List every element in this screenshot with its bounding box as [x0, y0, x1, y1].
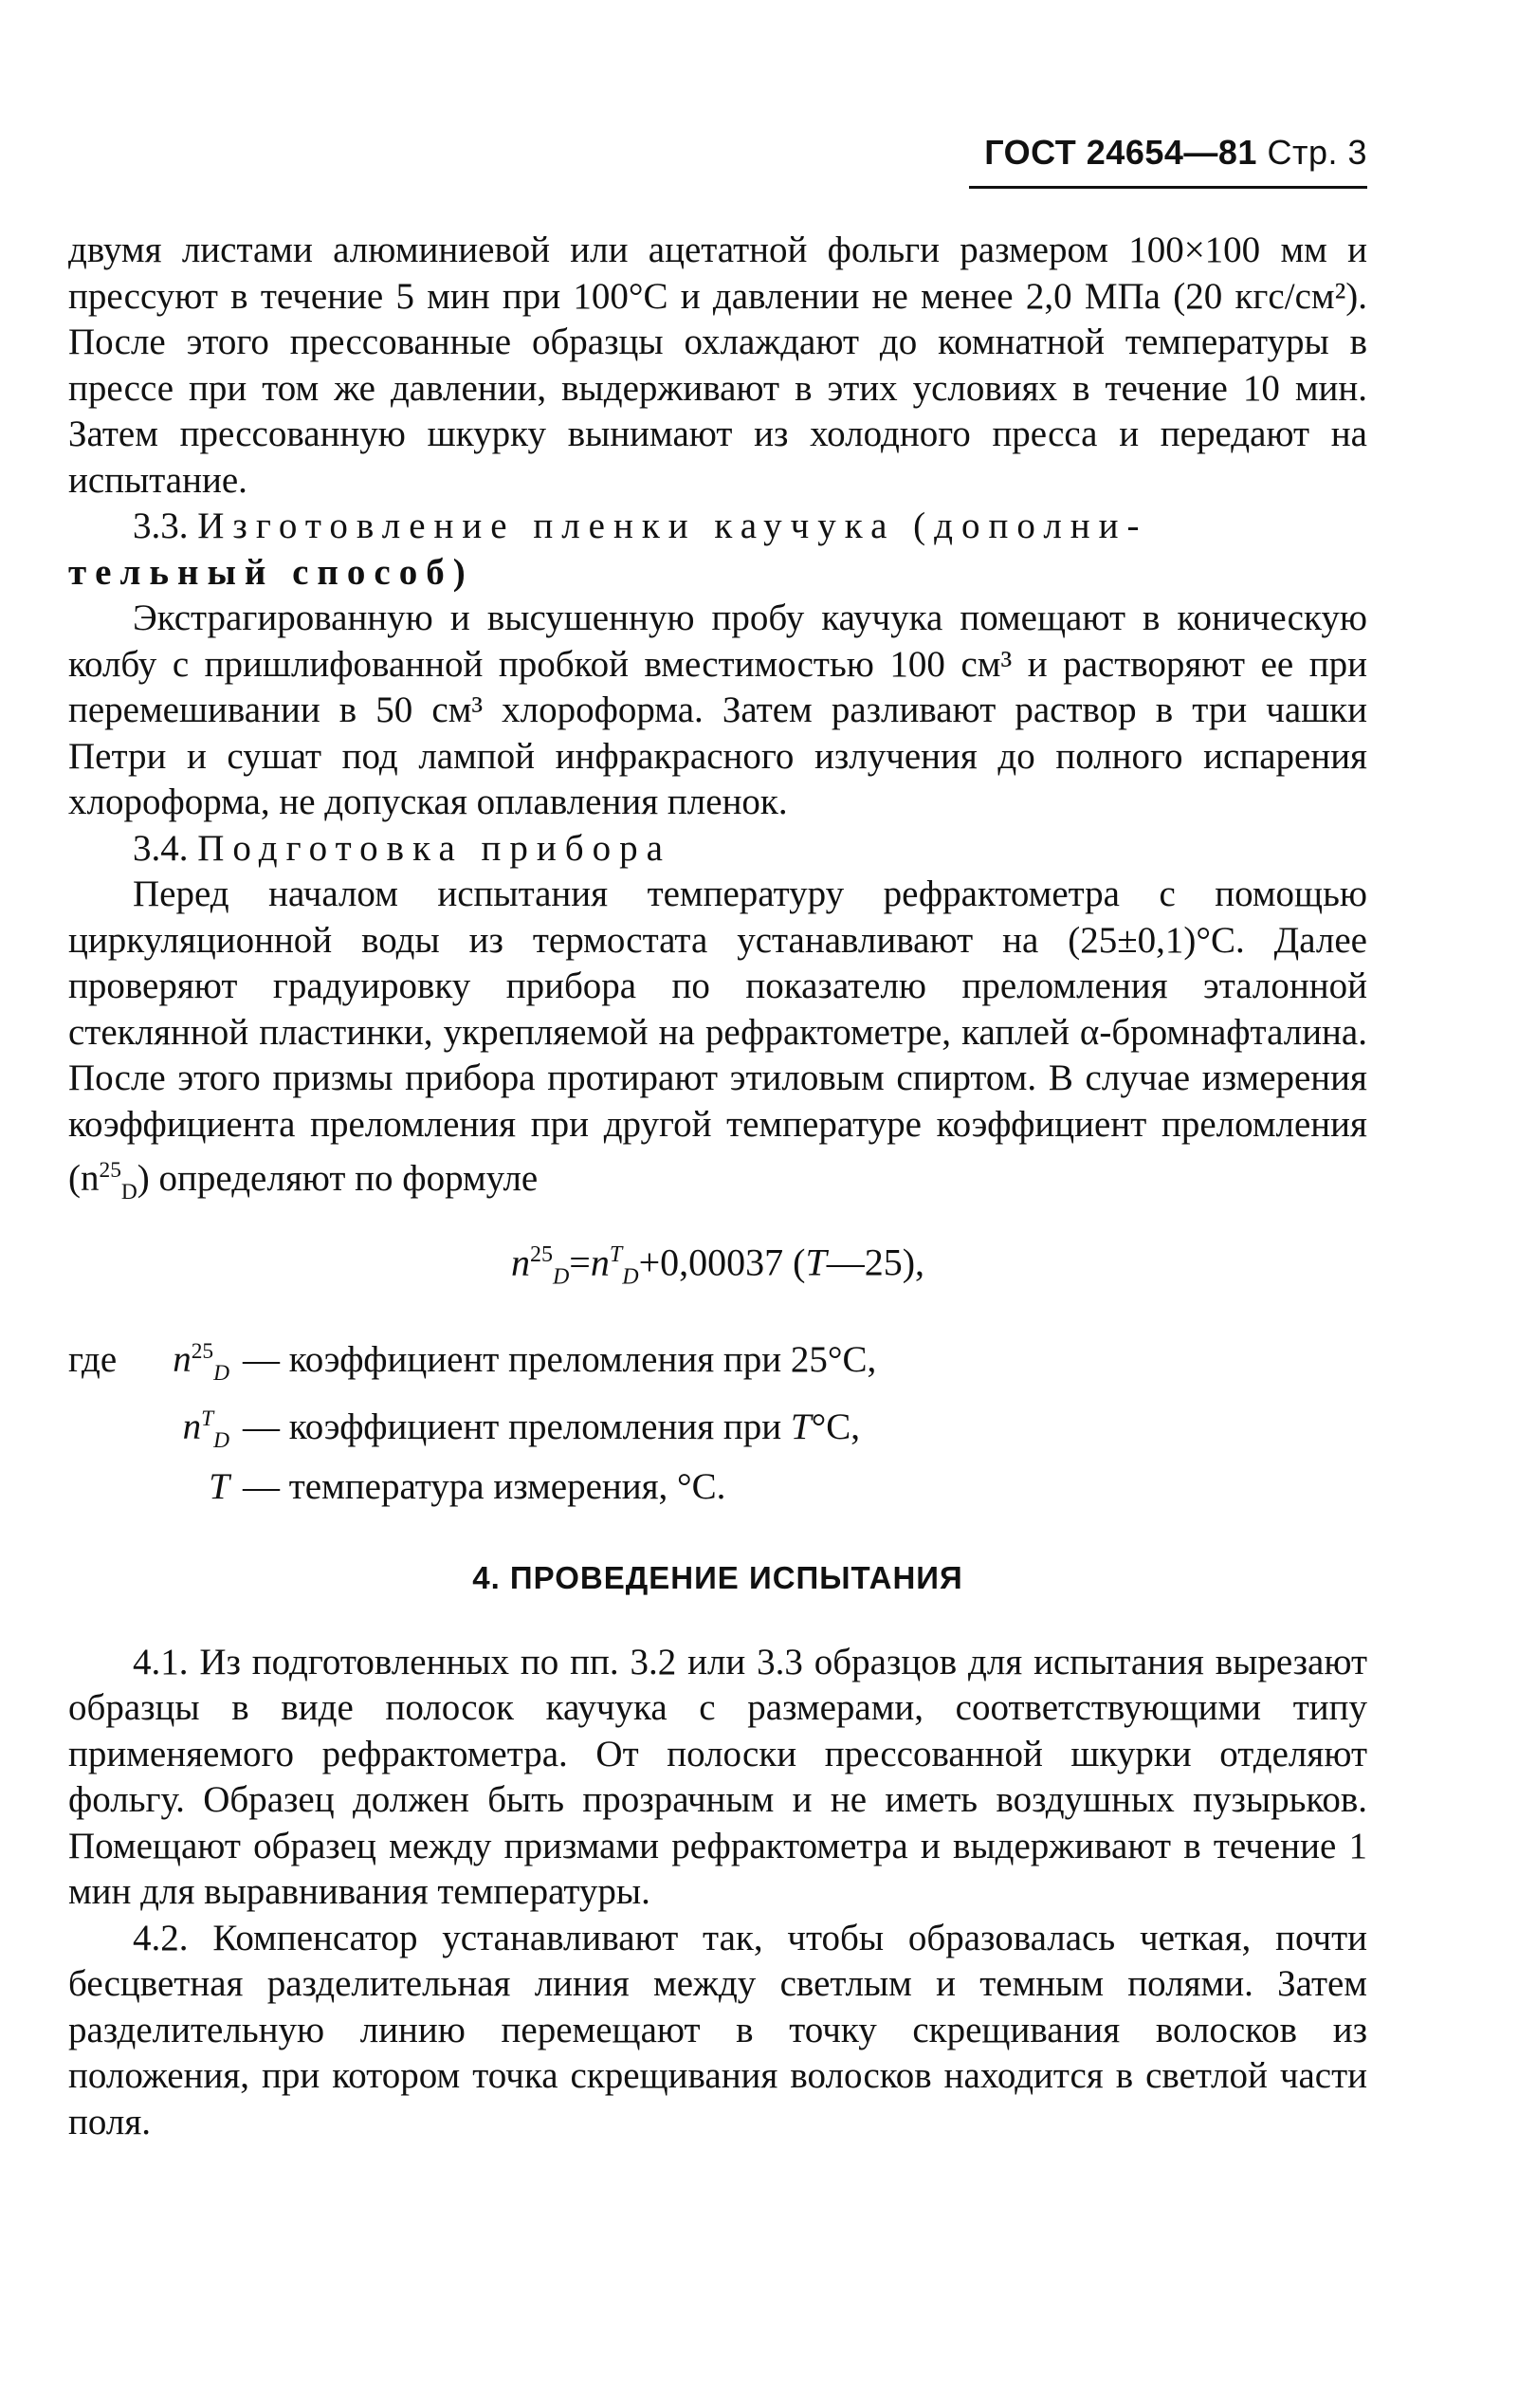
paragraph-4-2: 4.2. Компенсатор устанавливают так, чтобы образовалась четкая, почти бесцветная разделительная линия между светлым и темным полями. Затем разделительную линию перемещают в точку скрещивания волосков из положения, при котором точка скрещивания волосков находится в светлой части поля.	[68, 1917, 1367, 2142]
definition-symbol: $n^T_D$	[182, 1406, 229, 1454]
section-3-4-title: Подготовка прибора	[197, 827, 671, 869]
section-3-3-heading-cont	[68, 550, 1367, 597]
section-3-3-number: 3.3.	[133, 505, 189, 546]
paragraph-continuation: двумя листами алюминиевой или ацетатной фольги размером 100×100 мм и прессуют в течение 5 мин при 100°С и давлении не менее 2,0 МПа (20 кгс/см²). После этого прессованные образцы охлаждают до комнатной температуры в прессе при том же давлении, выдерживают в этих условиях в течение 10 мин. Затем прессованную шкурку вынимают из холодного пресса и передают на испытание.	[68, 230, 1367, 501]
refraction-formula: $n^{25}_D=n^T_D+0,00037$ (T—25),	[510, 1241, 925, 1290]
paragraph-3-4-text: Перед началом испытания температуру рефрактометра с помощью циркуляционной воды из термостата устанавливают на (25±0,1)°С. Далее проверяют градуировку прибора по показателю преломления эталонной стеклянной пластинки, укрепляемой на рефрактометре, каплей α-бромнафталина. После этого призмы прибора протирают этиловым спиртом. В случае измерения коэффициента преломления при другой температуре коэффициент преломления	[68, 873, 1367, 1145]
page-number: Стр. 3	[1267, 133, 1367, 172]
page-header	[984, 133, 1367, 173]
definition-row	[68, 1329, 1367, 1396]
section-3-3-title-a: Изготовление пленки каучука (дополни-	[197, 505, 1148, 546]
definition-text: — коэффициент преломления при T°С,	[243, 1406, 860, 1448]
section-3-4-number: 3.4.	[133, 827, 189, 869]
paragraph-4-1: 4.1. Из подготовленных по пп. 3.2 или 3.3 образцов для испытания вырезают образцы в виде полосок каучука с размерами, соответствующими типу применяемого рефрактометра. От полоски прессованной шкурки отделяют фольгу. Образец должен быть прозрачным и не иметь воздушных пузырьков. Помещают образец между призмами рефрактометра и выдерживают в течение 1 мин для выравнивания температуры.	[68, 1641, 1367, 1913]
definition-row	[68, 1396, 1367, 1463]
section-3-4-heading	[68, 826, 1367, 873]
body-text	[68, 228, 1367, 2145]
definition-row	[68, 1464, 1367, 1511]
section-3-3-heading	[68, 504, 1367, 550]
definition-text: — температура измерения, °С.	[243, 1465, 726, 1507]
section-4-heading: 4. ПРОВЕДЕНИЕ ИСПЫТАНИЯ	[472, 1560, 963, 1596]
formula-definitions	[68, 1329, 1367, 1510]
inline-symbol-n25d: $(n^{25}_D)$	[68, 1158, 150, 1204]
definition-symbol: T	[209, 1465, 229, 1507]
section-3-3-title-b: тельный способ)	[68, 551, 474, 593]
definition-text: — коэффициент преломления при 25°С,	[243, 1339, 877, 1381]
header-rule	[969, 186, 1367, 189]
paragraph-3-3: Экстрагированную и высушенную пробу каучука помещают в коническую колбу с пришлифованной пробкой вместимостью 100 см³ и растворяют ее при перемешивании в 50 см³ хлороформа. Затем разливают раствор в три чашки Петри и сушат под лампой инфракрасного излучения до полного испарения хлороформа, не допуская оплавления пленок.	[68, 597, 1367, 822]
paragraph-3-4-tail: определяют по формуле	[158, 1158, 539, 1199]
paragraph-3-4	[68, 872, 1367, 1215]
standard-code: ГОСТ 24654—81	[984, 133, 1257, 172]
definition-symbol: $n^{25}_D$	[173, 1339, 229, 1386]
definitions-lead: где	[68, 1339, 118, 1381]
